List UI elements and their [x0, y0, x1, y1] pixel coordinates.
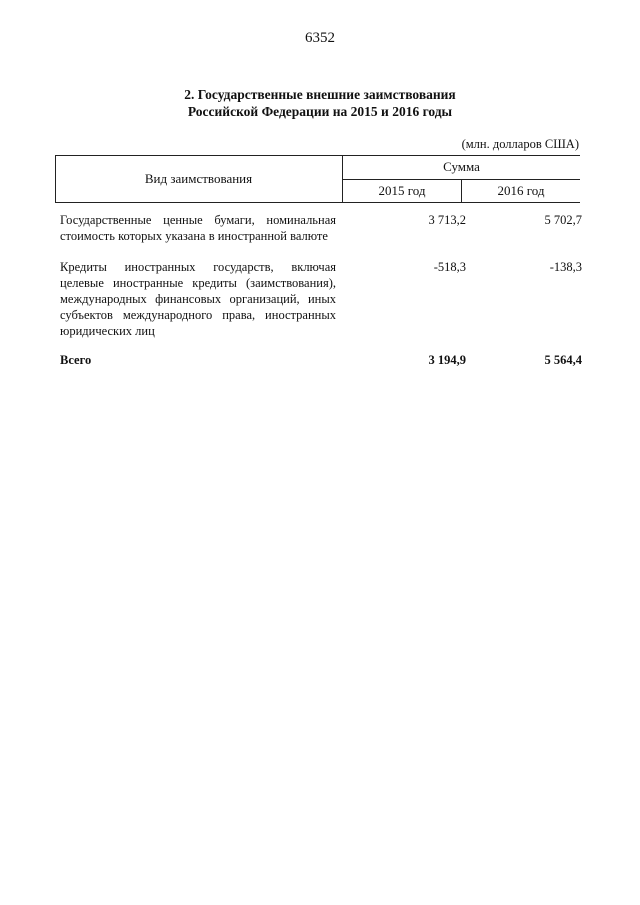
header-year-2016: 2016 год	[462, 179, 581, 203]
row-label: Кредиты иностранных государств, включая целевые иностранные кредиты (заимствования), международных финансовых организаций, иных субъектов международного права, иностранных юридических лиц	[60, 260, 336, 338]
header-sum: Сумма	[343, 156, 581, 180]
page-number: 6352	[305, 30, 335, 46]
table-row	[60, 212, 585, 244]
title-line-1: 2. Государственные внешние заимствования	[184, 87, 456, 102]
header-year-2015: 2015 год	[343, 179, 462, 203]
total-label: Всего	[60, 353, 92, 367]
table-left-border	[55, 155, 56, 202]
row-value-2016: 5 702,7	[544, 213, 582, 227]
row-value-2016: -138,3	[549, 260, 582, 274]
table-total-row	[60, 352, 585, 368]
row-label: Государственные ценные бумаги, номинальная стоимость которых указана в иностранной валюте	[60, 213, 336, 243]
table-header	[55, 155, 580, 203]
total-value-2015: 3 194,9	[428, 353, 466, 367]
header-kind: Вид заимствования	[55, 156, 343, 203]
row-value-2015: -518,3	[433, 260, 466, 274]
table-body	[60, 212, 585, 383]
title-line-2: Российской Федерации на 2015 и 2016 годы	[187, 104, 453, 119]
document-title	[0, 86, 640, 120]
unit-note: (млн. долларов США)	[461, 137, 579, 151]
total-value-2016: 5 564,4	[544, 353, 582, 367]
row-value-2015: 3 713,2	[428, 213, 466, 227]
table-row	[60, 259, 585, 339]
